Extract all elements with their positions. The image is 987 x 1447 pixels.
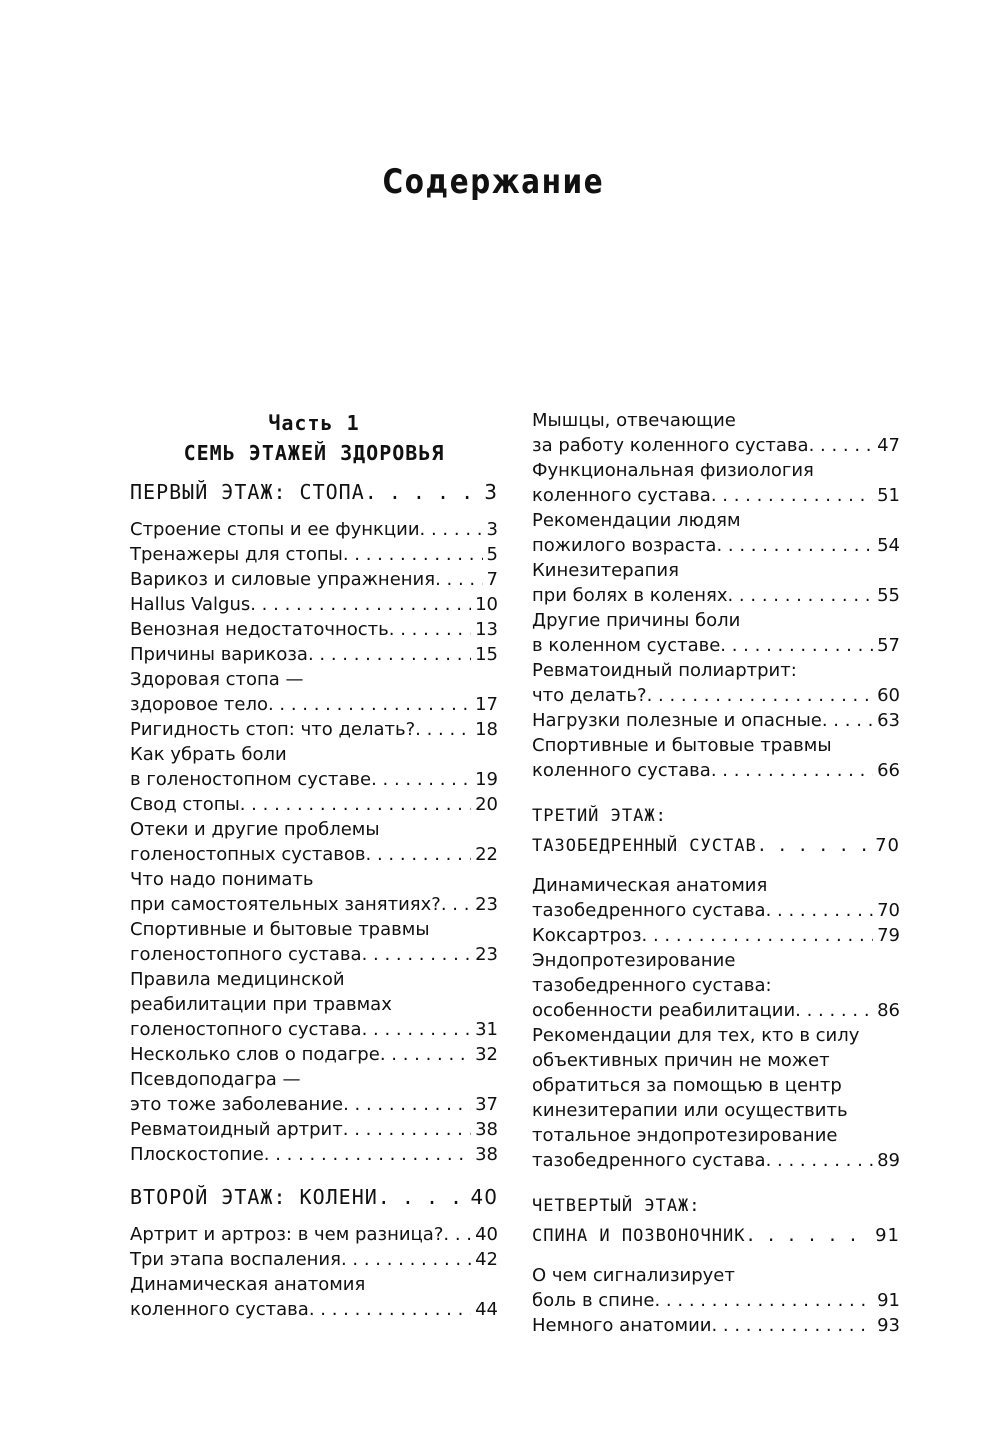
toc-entry-last-line [532,433,900,458]
toc-entry-text: Ригидность стоп: что делать? [130,719,416,740]
page-title: Содержание [382,162,605,202]
page-number: 91 [875,1225,900,1246]
toc-entry[interactable] [532,608,900,658]
toc-entry-text: Ревматоидный артрит [130,1119,343,1140]
page-number: 70 [875,835,900,856]
toc-list-fourth-floor [532,1263,900,1338]
toc-entry[interactable] [532,923,900,948]
toc-entry-text: голеностопного сустава [130,1019,362,1040]
leader-dots [711,758,873,783]
toc-entry-text: при самостоятельных занятиях? [130,894,441,915]
toc-entry-last-line [130,1142,498,1167]
toc-entry[interactable] [130,542,498,567]
section-fourth-floor[interactable] [532,1221,900,1251]
toc-entry[interactable] [130,1272,498,1322]
page-number: 89 [877,1150,900,1171]
toc-entry[interactable] [130,1117,498,1142]
page-number: 66 [877,760,900,781]
toc-entry-line: Псевдоподагра — [130,1069,301,1090]
toc-entry-text: Строение стопы и ее функции [130,519,420,540]
toc-entry-last-line [532,708,900,733]
toc-entry-text: коленного сустава [130,1299,309,1320]
toc-entry-last-line [532,1313,900,1338]
toc-entry-text: Коксартроз [532,925,642,946]
page-number: 44 [475,1299,498,1320]
toc-entry-line: Ревматоидный полиартрит: [532,660,797,681]
section-fourth-floor-title: ЧЕТВЕРТЫЙ ЭТАЖ: [532,1196,701,1216]
toc-entry-last-line [532,1148,900,1173]
toc-entry-text: Немного анатомии [532,1315,712,1336]
toc-entry-line: О чем сигнализирует [532,1265,735,1286]
toc-entry-text: особенности реабилитации [532,1000,796,1021]
toc-entry[interactable] [130,742,498,792]
toc-entry[interactable] [130,1222,498,1247]
toc-entry-last-line [130,792,498,817]
toc-entry-line: Эндопротезирование [532,950,736,971]
toc-entry-text: при болях в коленях [532,585,728,606]
leader-dots [264,1142,471,1167]
toc-entry-line: тазобедренного сустава: [532,975,772,996]
page-number: 70 [877,900,900,921]
leader-dots [795,998,873,1023]
toc-entry-text: голеностопных суставов [130,844,366,865]
toc-entry-last-line [532,923,900,948]
toc-list-third-floor [532,873,900,1173]
leader-dots [711,483,873,508]
toc-entry-text: Несколько слов о подагре [130,1044,380,1065]
page-number: 7 [486,569,498,590]
page-number: 38 [475,1119,498,1140]
toc-entry-last-line [130,842,498,867]
page-number: 47 [877,435,900,456]
toc-entry-last-line [130,1042,498,1067]
leader-dots [727,583,873,608]
toc-entry-text: тазобедренного сустава [532,1150,766,1171]
page-number: 31 [475,1019,498,1040]
toc-entry-last-line [130,892,498,917]
toc-entry-text: что делать? [532,685,647,706]
toc-entry-last-line [130,567,498,592]
toc-entry-text: Варикоз и силовые упражнения [130,569,436,590]
toc-entry-last-line [532,1288,900,1313]
toc-list-second-floor [130,1222,498,1322]
leader-dots [809,433,874,458]
leader-dots [343,1117,471,1142]
toc-entry-text: Венозная недостаточность [130,619,389,640]
toc-list-first-floor [130,517,498,1167]
toc-entry[interactable] [532,408,900,458]
toc-entry[interactable] [532,458,900,508]
toc-entry[interactable] [130,817,498,867]
section-first-floor[interactable] [130,480,498,505]
page-number: 13 [475,619,498,640]
toc-entry-last-line [532,483,900,508]
section-third-floor-title: ТРЕТИЙ ЭТАЖ: [532,806,667,826]
toc-entry-last-line [532,533,900,558]
toc-entry-line: Динамическая анатомия [130,1274,366,1295]
leader-dots [308,642,471,667]
toc-entry-text: Артрит и артроз: в чем разница? [130,1224,444,1245]
toc-entry[interactable] [130,1247,498,1272]
toc-entry-text: Нагрузки полезные и опасные [532,710,822,731]
leader-dots [341,1247,471,1272]
toc-entry-last-line [130,717,498,742]
toc-entry-line: Как убрать боли [130,744,287,765]
page-number: 15 [475,644,498,665]
toc-entry[interactable] [532,508,900,558]
toc-entry-line: Здоровая стопа — [130,669,304,690]
toc-entry[interactable] [130,667,498,717]
page-number: 5 [486,544,498,565]
toc-entry-last-line [130,1222,498,1247]
toc-entry-line: тотальное эндопротезирование [532,1125,838,1146]
toc-entry-last-line [532,583,900,608]
toc-entry[interactable] [130,917,498,967]
leader-dots [647,683,874,708]
toc-entry-last-line [532,758,900,783]
toc-entry[interactable] [532,1263,900,1313]
page-number: 17 [475,694,498,715]
toc-entry-line: Спортивные и бытовые травмы [532,735,832,756]
section-third-floor[interactable] [532,831,900,861]
leader-dots [745,1221,871,1251]
page-number: 32 [475,1044,498,1065]
page-number: 54 [877,535,900,556]
toc-entry[interactable] [130,617,498,642]
toc-entry-line: Кинезитерапия [532,560,679,581]
toc-entry-text: в голеностопном суставе [130,769,372,790]
toc-entry-last-line [532,683,900,708]
toc-entry-text: пожилого возраста [532,535,717,556]
leader-dots [642,923,874,948]
toc-entry-last-line [532,998,900,1023]
page-number: 3 [484,480,498,504]
section-title: ТАЗОБЕДРЕННЫЙ СУСТАВ [532,836,757,856]
page-number: 23 [475,944,498,965]
toc-entry[interactable] [130,717,498,742]
toc-entry-last-line [130,1017,498,1042]
toc-entry-last-line [130,617,498,642]
leader-dots [766,898,874,923]
leader-dots [654,1288,873,1313]
page-number: 19 [475,769,498,790]
toc-entry-line: Рекомендации для тех, кто в силу [532,1025,860,1046]
toc-entry-last-line [130,942,498,967]
toc-entry-last-line [130,1117,498,1142]
toc-entry[interactable] [130,967,498,1042]
leader-dots [443,1222,471,1247]
page-number: 55 [877,585,900,606]
leader-dots [309,1297,471,1322]
toc-entry[interactable] [532,873,900,923]
toc-entry[interactable] [532,658,900,708]
toc-entry[interactable] [532,733,900,783]
toc-entry[interactable] [130,642,498,667]
toc-entry-line: кинезитерапии или осуществить [532,1100,848,1121]
toc-entry-line: Другие причины боли [532,610,741,631]
toc-entry-text: Тренажеры для стопы [130,544,343,565]
toc-entry-text: Hallus Valgus [130,594,251,615]
toc-entry-text: голеностопного сустава [130,944,362,965]
page-number: 22 [475,844,498,865]
toc-entry[interactable] [130,1042,498,1067]
toc-entry-line: Мышцы, отвечающие [532,410,736,431]
toc-entry-line: обратиться за помощью в центр [532,1075,842,1096]
toc-list-knee-continued [532,408,900,783]
toc-entry-last-line [130,642,498,667]
section-second-floor[interactable] [130,1185,498,1210]
leader-dots [441,892,471,917]
toc-entry[interactable] [130,567,498,592]
toc-entry-line: Динамическая анатомия [532,875,768,896]
leader-dots [766,1148,874,1173]
toc-entry-text: за работу коленного сустава [532,435,809,456]
leader-dots [343,1092,471,1117]
toc-entry[interactable] [130,1142,498,1167]
leader-dots [711,1313,873,1338]
page-number: 60 [877,685,900,706]
leader-dots [415,717,471,742]
page-number: 91 [877,1290,900,1311]
toc-entry[interactable] [130,1067,498,1117]
toc-entry-last-line [130,1297,498,1322]
leader-dots [343,542,483,567]
leader-dots [757,831,871,861]
leader-dots [716,533,873,558]
toc-entry-text: Плоскостопие [130,1144,264,1165]
page-number: 37 [475,1094,498,1115]
toc-entry-text: боль в спине [532,1290,655,1311]
toc-entry-line: Правила медицинской [130,969,345,990]
toc-entry-line: Спортивные и бытовые травмы [130,919,430,940]
section-title: СПИНА И ПОЗВОНОЧНИК [532,1226,746,1246]
toc-entry-line: реабилитации при травмах [130,994,392,1015]
page-number: 40 [475,1224,498,1245]
page-number: 3 [486,519,498,540]
leader-dots [420,517,483,542]
toc-entry-text: коленного сустава [532,485,711,506]
leader-dots [365,480,481,505]
page-number: 93 [877,1315,900,1336]
section-title: ВТОРОЙ ЭТАЖ: КОЛЕНИ [130,1185,378,1209]
toc-entry-text: здоровое тело [130,694,268,715]
toc-entry[interactable] [532,558,900,608]
toc-entry[interactable] [532,948,900,1023]
toc-entry-last-line [130,517,498,542]
leader-dots [371,767,471,792]
leader-dots [720,633,873,658]
toc-entry-line: объективных причин не может [532,1050,830,1071]
toc-entry-last-line [130,592,498,617]
toc-entry-text: в коленном суставе [532,635,721,656]
page-number: 40 [470,1185,498,1209]
page-number: 86 [877,1000,900,1021]
page-number: 18 [475,719,498,740]
page-number: 20 [475,794,498,815]
toc-left-column [130,408,498,1322]
leader-dots [250,592,471,617]
toc-entry[interactable] [130,517,498,542]
toc-entry[interactable] [130,867,498,917]
toc-entry-last-line [532,633,900,658]
leader-dots [240,792,471,817]
toc-entry[interactable] [130,592,498,617]
toc-entry-line: Что надо понимать [130,869,314,890]
page-number: 23 [475,894,498,915]
leader-dots [822,708,873,733]
toc-entry-last-line [130,767,498,792]
toc-entry-text: Причины варикоза [130,644,308,665]
toc-entry-last-line [130,1092,498,1117]
toc-entry-line: Функциональная физиология [532,460,814,481]
toc-entry-text: это тоже заболевание [130,1094,344,1115]
page-number: 63 [877,710,900,731]
toc-entry-last-line [130,692,498,717]
toc-entry-text: тазобедренного сустава [532,900,766,921]
page-number: 38 [475,1144,498,1165]
page-number: 57 [877,635,900,656]
toc-entry-last-line [532,898,900,923]
toc-entry-line: Отеки и другие проблемы [130,819,380,840]
toc-entry-last-line [130,1247,498,1272]
page-number: 42 [475,1249,498,1270]
part-label: Часть 1 [268,411,360,435]
leader-dots [378,1185,467,1210]
part-name: СЕМЬ ЭТАЖЕЙ ЗДОРОВЬЯ [183,441,445,465]
leader-dots [380,1042,471,1067]
toc-entry-last-line [130,542,498,567]
page-number: 51 [877,485,900,506]
leader-dots [268,692,471,717]
page-number: 79 [877,925,900,946]
toc-entry[interactable] [532,1313,900,1338]
toc-entry-text: коленного сустава [532,760,711,781]
toc-entry[interactable] [532,708,900,733]
toc-entry[interactable] [130,792,498,817]
toc-entry[interactable] [532,1023,900,1173]
leader-dots [362,942,472,967]
toc-entry-line: Рекомендации людям [532,510,741,531]
toc-entry-text: Свод стопы [130,794,240,815]
leader-dots [362,1017,472,1042]
leader-dots [366,842,472,867]
leader-dots [389,617,471,642]
page-number: 10 [475,594,498,615]
section-title: ПЕРВЫЙ ЭТАЖ: СТОПА [130,480,365,504]
leader-dots [435,567,482,592]
toc-entry-text: Три этапа воспаления [130,1249,341,1270]
toc-right-column [532,408,900,1338]
